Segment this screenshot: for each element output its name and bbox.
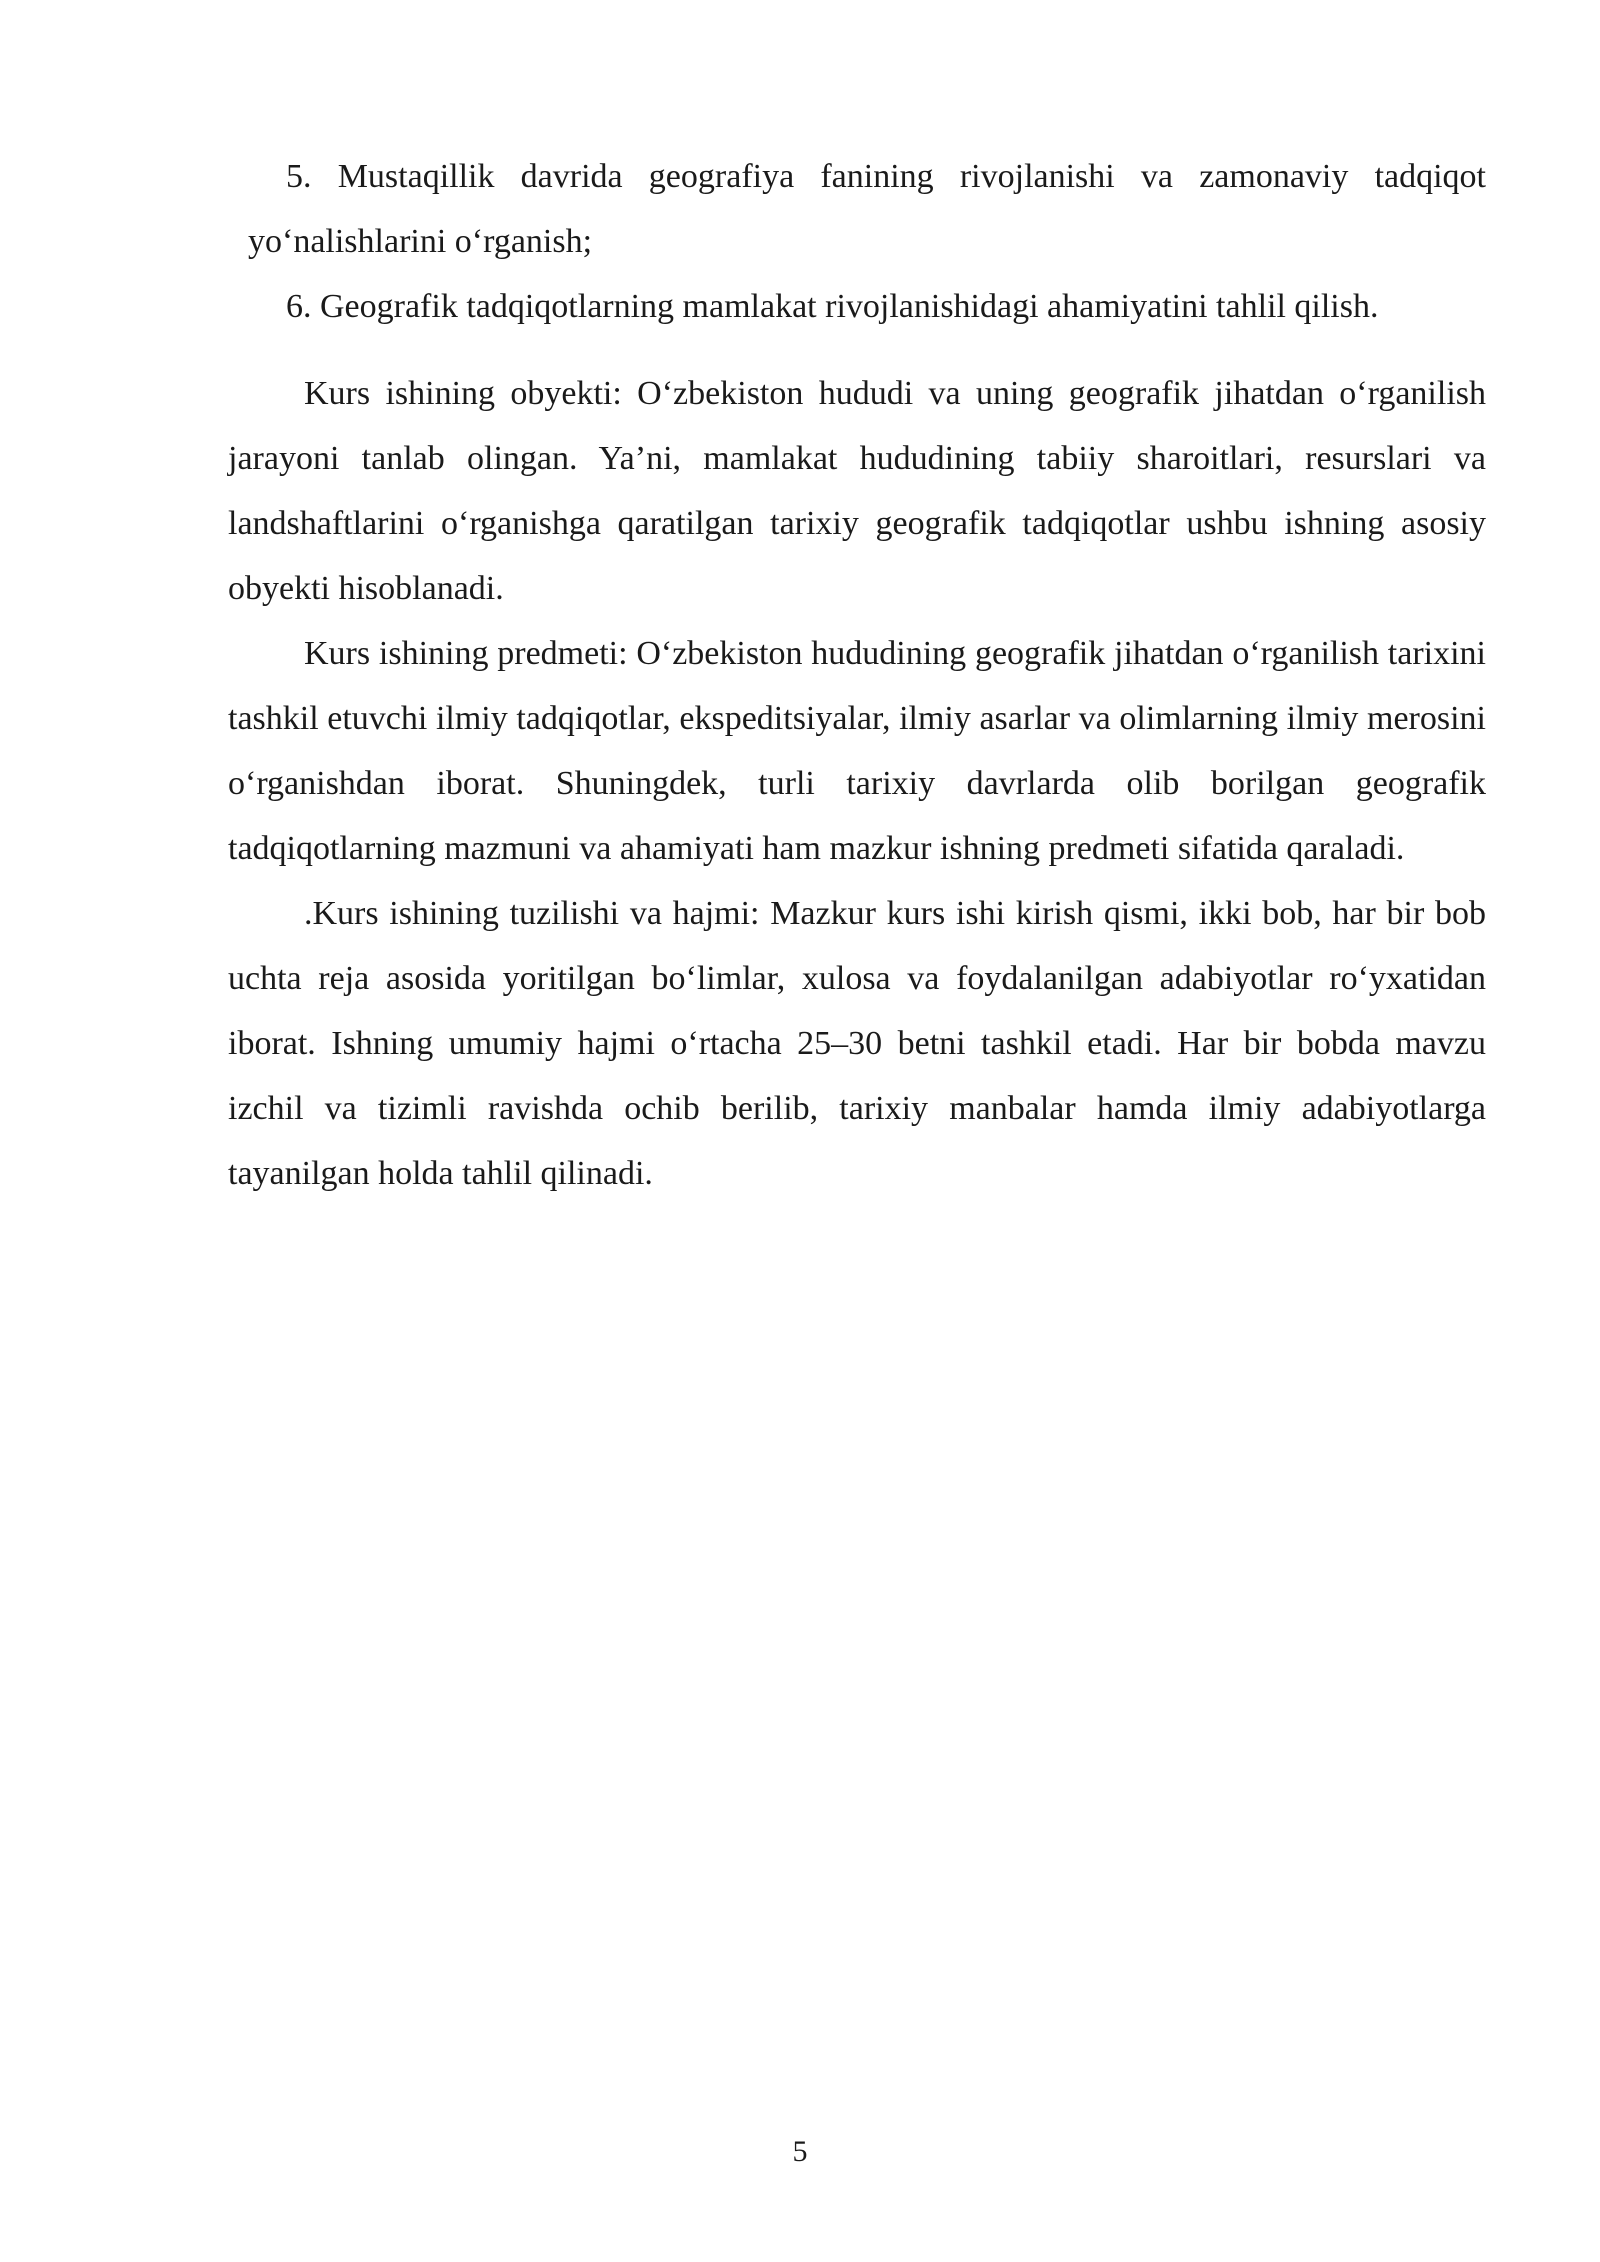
paragraph-subject: Kurs ishining predmeti: O‘zbekiston hududining geografik jihatdan o‘rganilish tarixini tashkil etuvchi ilmiy tadqiqotlar, ekspeditsiyalar, ilmiy asarlar va olimlarning ilmiy merosini o‘rganishdan iborat. Shuningdek, turli tarixiy davrlarda olib borilgan geografik tadqiqotlarning mazmuni va ahamiyati ham mazkur ishning predmeti sifatida qaraladi. — [228, 635, 1486, 867]
paragraph-structure: .Kurs ishining tuzilishi va hajmi: Mazkur kurs ishi kirish qismi, ikki bob, har bir bob uchta reja asosida yoritilgan bo‘limlar, xulosa va foydalanilgan adabiyotlar ro‘yxatidan iborat. Ishning umumiy hajmi o‘rtacha 25–30 betni tashkil etadi. Har bir bobda mavzu izchil va tizimli ravishda ochib berilib, tarixiy manbalar hamda ilmiy adabiyotlarga tayanilgan holda tahlil qilinadi. — [228, 895, 1486, 1192]
list-item-5: 5. Mustaqillik davrida geografiya fanining rivojlanishi va zamonaviy tadqiqot yo‘nalishlarini o‘rganish; — [248, 158, 1486, 260]
paragraph-object: Kurs ishining obyekti: O‘zbekiston hududi va uning geografik jihatdan o‘rganilish jarayoni tanlab olingan. Ya’ni, mamlakat hududining tabiiy sharoitlari, resurslari va landshaftlarini o‘rganishga qaratilgan tarixiy geografik tadqiqotlar ushbu ishning asosiy obyekti hisoblanadi. — [228, 375, 1486, 607]
page-number: 5 — [792, 2135, 808, 2168]
list-item-6: 6. Geografik tadqiqotlarning mamlakat rivojlanishidagi ahamiyatini tahlil qilish. — [286, 288, 1379, 325]
page-body — [228, 144, 1486, 1206]
